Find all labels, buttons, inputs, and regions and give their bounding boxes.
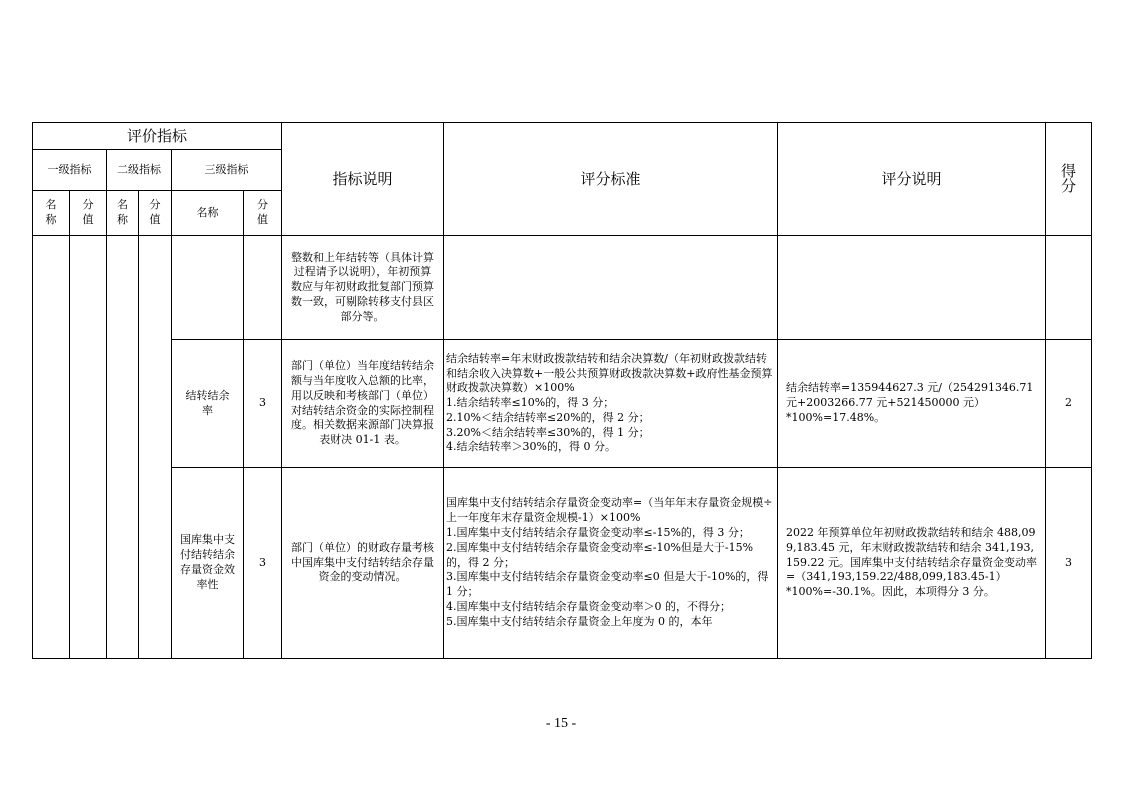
header-level3: 三级指标	[172, 150, 282, 191]
level3-value-cell	[244, 236, 282, 340]
evaluation-table	[32, 122, 1092, 659]
level3-name-cell: 国库集中支付结转结余存量资金效率性	[172, 468, 244, 659]
level2-value-cell	[139, 236, 172, 659]
standard-line: 1.国库集中支付结转结余存量资金变动率≤-15%的，得 3 分；	[446, 526, 750, 539]
standard-line: 2.10%＜结余结转率≤20%的，得 2 分；	[446, 410, 650, 424]
score-cell	[1046, 236, 1092, 340]
standard-line: 3.国库集中支付结转结余存量资金变动率≤0 但是大于-10%的，得 1 分；	[446, 570, 769, 599]
standard-line: 5.国库集中支付结转结余存量资金上年度为 0 的，本年	[446, 614, 713, 628]
notes-line: 2022 年预算单位年初财政拨款结转和结余 488,099,183.45 元，年末财政拨款结转和结余 341,193,159.22 元。国库集中支付结转结余存量资金变动率=（341,193,159.22/488,099,183.45-1）	[786, 526, 1038, 584]
scoring-notes-cell	[778, 340, 1046, 468]
header-level2-value: 分值	[139, 191, 172, 236]
notes-line: 结余结转率=135944627.3 元/（254291346.71 元+2003266.77 元+521450000 元）	[786, 381, 1034, 410]
header-indicator-desc: 指标说明	[282, 123, 444, 236]
level2-name-cell	[107, 236, 139, 659]
level3-value-cell: 3	[244, 468, 282, 659]
header-row-1	[33, 123, 1092, 150]
level1-value-cell	[70, 236, 107, 659]
notes-line: *100%=-30.1%。因此，本项得分 3 分。	[786, 585, 995, 599]
indicator-desc-cell: 部门（单位）的财政存量考核中国库集中支付结转结余存量资金的变动情况。	[282, 468, 444, 659]
header-level2: 二级指标	[107, 150, 172, 191]
header-level3-value: 分值	[244, 191, 282, 236]
header-level1-value: 分值	[70, 191, 107, 236]
header-scoring-notes: 评分说明	[778, 123, 1046, 236]
score-cell: 3	[1046, 468, 1092, 659]
score-cell: 2	[1046, 340, 1092, 468]
scoring-standard-cell	[444, 468, 778, 659]
standard-line: 国库集中支付结转结余存量资金变动率=（当年年末存量资金规模÷上一年度年末存量资金规模-1）×100%	[446, 496, 773, 525]
scoring-notes-cell	[778, 236, 1046, 340]
level3-name-cell	[172, 236, 244, 340]
header-score: 得分	[1046, 123, 1092, 236]
indicator-desc-cell: 整数和上年结转等（具体计算过程请予以说明），年初预算数应与年初财政批复部门预算数一致，可剔除转移支付县区部分等。	[282, 236, 444, 340]
header-level1-name: 名称	[33, 191, 70, 236]
page-number: - 15 -	[545, 716, 577, 731]
level1-name-cell	[33, 236, 70, 659]
notes-line: *100%=17.48%。	[786, 410, 886, 424]
table-row	[33, 236, 1092, 340]
standard-line: 结余结转率=年末财政拨款结转和结余决算数/（年初财政拨款结转和结余收入决算数+一般公共预算财政拨款决算数+政府性基金预算财政拨款决算数）×100%	[446, 351, 773, 395]
header-evaluation-indicators: 评价指标	[33, 123, 282, 150]
standard-line: 4.国库集中支付结转结余存量资金变动率＞0 的，不得分；	[446, 599, 732, 613]
scoring-standard-cell	[444, 340, 778, 468]
standard-line: 3.20%＜结余结转率≤30%的，得 1 分；	[446, 425, 650, 439]
level3-name-cell: 结转结余率	[172, 340, 244, 468]
standard-line: 4.结余结转率＞30%的，得 0 分。	[446, 440, 616, 454]
indicator-desc-cell: 部门（单位）当年度结转结余额与当年度收入总额的比率，用以反映和考核部门（单位）对结转结余资金的实际控制程度。相关数据来源部门决算报表财决 01-1 表。	[282, 340, 444, 468]
table-row	[33, 340, 1092, 468]
level3-value-cell: 3	[244, 340, 282, 468]
header-level3-name: 名称	[172, 191, 244, 236]
scoring-standard-cell	[444, 236, 778, 340]
header-level1: 一级指标	[33, 150, 107, 191]
header-level2-name: 名称	[107, 191, 139, 236]
table-row	[33, 468, 1092, 659]
standard-line: 2.国库集中支付结转结余存量资金变动率≤-10%但是大于-15%的，得 2 分；	[446, 540, 754, 569]
header-scoring-standard: 评分标准	[444, 123, 778, 236]
scoring-notes-cell	[778, 468, 1046, 659]
standard-line: 1.结余结转率≤10%的，得 3 分；	[446, 396, 615, 410]
